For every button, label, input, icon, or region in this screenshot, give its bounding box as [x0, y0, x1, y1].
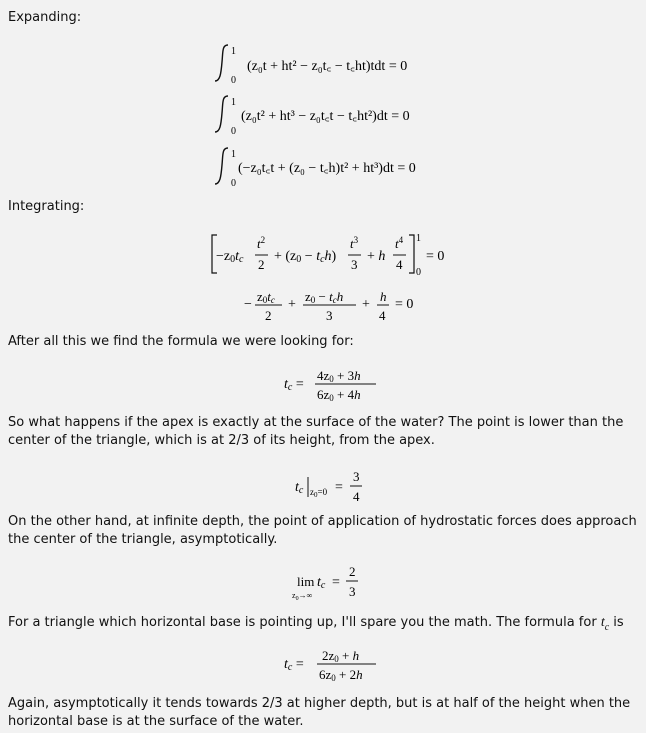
text-base-up-main: For a triangle which horizontal base is pointing up, I'll spare you the math. The formula for	[8, 615, 597, 630]
svg-text:t2: $t^2$	[257, 235, 266, 251]
svg-text:6z0 + 4h: 6z0 + 4h	[317, 387, 361, 403]
svg-text:t4: $t^4$	[395, 235, 404, 251]
equation-evaluated-svg	[244, 287, 424, 327]
svg-text:z0tc: z0tc	[257, 289, 275, 305]
text-integrating: Integrating:	[8, 199, 85, 214]
svg-text:−: −	[244, 297, 252, 312]
svg-text:=: =	[332, 575, 340, 590]
eq1-lower: 0	[231, 75, 236, 86]
svg-text:2: 2	[258, 257, 265, 272]
svg-text:4: 4	[379, 308, 386, 323]
svg-text:+ (z0 − tch): + (z0 − tch)	[274, 249, 337, 265]
svg-text:3: 3	[326, 308, 333, 323]
eq3-upper: 1	[231, 149, 236, 160]
svg-text:2z0 + h: 2z0 + h	[322, 648, 360, 664]
equation-antiderivative-svg	[210, 232, 460, 278]
text-infinite-depth: On the other hand, at infinite depth, the point of application of hydrostatic forces does approach the center of the triangle, asymptotically.	[8, 514, 637, 547]
var-tc-sub: c	[604, 621, 610, 633]
text-base-up	[8, 614, 644, 637]
svg-text:0: 0	[416, 267, 421, 278]
var-tc-t: t	[600, 615, 605, 630]
svg-text:4z0 + 3h: 4z0 + 3h	[317, 368, 361, 384]
var-tc	[600, 615, 610, 633]
eq1-upper: 1	[231, 46, 236, 57]
svg-text:tc =: tc =	[284, 377, 304, 393]
svg-text:4: 4	[396, 257, 403, 272]
svg-text:−z0tc: −z0tc	[216, 249, 244, 265]
svg-text:3: 3	[351, 257, 358, 272]
text-again: Again, asymptotically it tends towards 2/3 at higher depth, but is at half of the height when the horizontal base is at the surface of the water.	[8, 696, 631, 729]
equation-integral-3-svg	[214, 145, 474, 187]
eq2-integrand: (z₀t² + ht³ − z₀t꜀t − t꜀ht²)dt = 0	[241, 109, 410, 124]
svg-text:3: 3	[349, 584, 356, 599]
svg-text:2: 2	[349, 564, 356, 579]
equation-limit-svg	[292, 563, 372, 603]
svg-text:3: 3	[353, 469, 360, 484]
equation-tc-formula	[284, 366, 384, 406]
svg-text:4: 4	[353, 489, 360, 504]
eq2-lower: 0	[231, 126, 236, 137]
svg-text:z0=0: $z_0=0$	[310, 487, 328, 499]
svg-text:+ h: + h	[367, 249, 386, 264]
equation-integral-3	[214, 145, 474, 187]
text-expanding: Expanding:	[8, 10, 82, 25]
equation-tc-base-up-svg	[284, 645, 384, 685]
svg-text:tc =: tc =	[284, 657, 304, 673]
svg-text:h: h	[380, 289, 387, 304]
svg-text:t3: $t^3$	[350, 235, 359, 251]
text-after: After all this we find the formula we were looking for:	[8, 334, 354, 349]
equation-limit	[292, 563, 372, 603]
svg-text:z0 − tch: z0 − tch	[305, 289, 344, 305]
eq3-integrand: (−z₀t꜀t + (z₀ − t꜀h)t² + ht³)dt = 0	[238, 161, 416, 176]
svg-text:1: 1	[416, 233, 421, 244]
eq2-upper: 1	[231, 97, 236, 108]
equation-tc-base-up	[284, 645, 384, 685]
svg-text:tc: tc	[317, 575, 326, 591]
svg-text:+: +	[288, 297, 296, 312]
eq1-integrand: (z₀t + ht² − z₀t꜀ − t꜀ht)tdt = 0	[247, 59, 408, 74]
equation-tc-surface-svg	[295, 467, 375, 507]
svg-text:6z0 + 2h: 6z0 + 2h	[319, 667, 363, 683]
text-base-up-end: is	[613, 615, 624, 630]
equation-evaluated	[244, 287, 424, 327]
equation-integral-2	[214, 93, 464, 135]
equation-integral-1-svg	[214, 42, 464, 84]
svg-text:= 0: = 0	[426, 249, 445, 264]
svg-text:tc: tc	[295, 480, 304, 496]
svg-text:lim: lim	[297, 574, 315, 589]
svg-text:+: +	[362, 297, 370, 312]
svg-text:=: =	[335, 480, 343, 495]
equation-integral-2-svg	[214, 93, 464, 135]
equation-integral-1	[214, 42, 464, 84]
text-apex-question: So what happens if the apex is exactly at the surface of the water? The point is lower than the center of the triangle, which is at 2/3 of its height, from the apex.	[8, 415, 624, 448]
equation-antiderivative	[210, 232, 460, 278]
equation-tc-surface	[295, 467, 375, 507]
eq3-lower: 0	[231, 178, 236, 189]
svg-text:2: 2	[265, 308, 272, 323]
equation-tc-formula-svg	[284, 366, 384, 406]
svg-text:z0→∞: $z_0\to\infty$	[292, 591, 313, 602]
svg-text:= 0: = 0	[395, 297, 414, 312]
